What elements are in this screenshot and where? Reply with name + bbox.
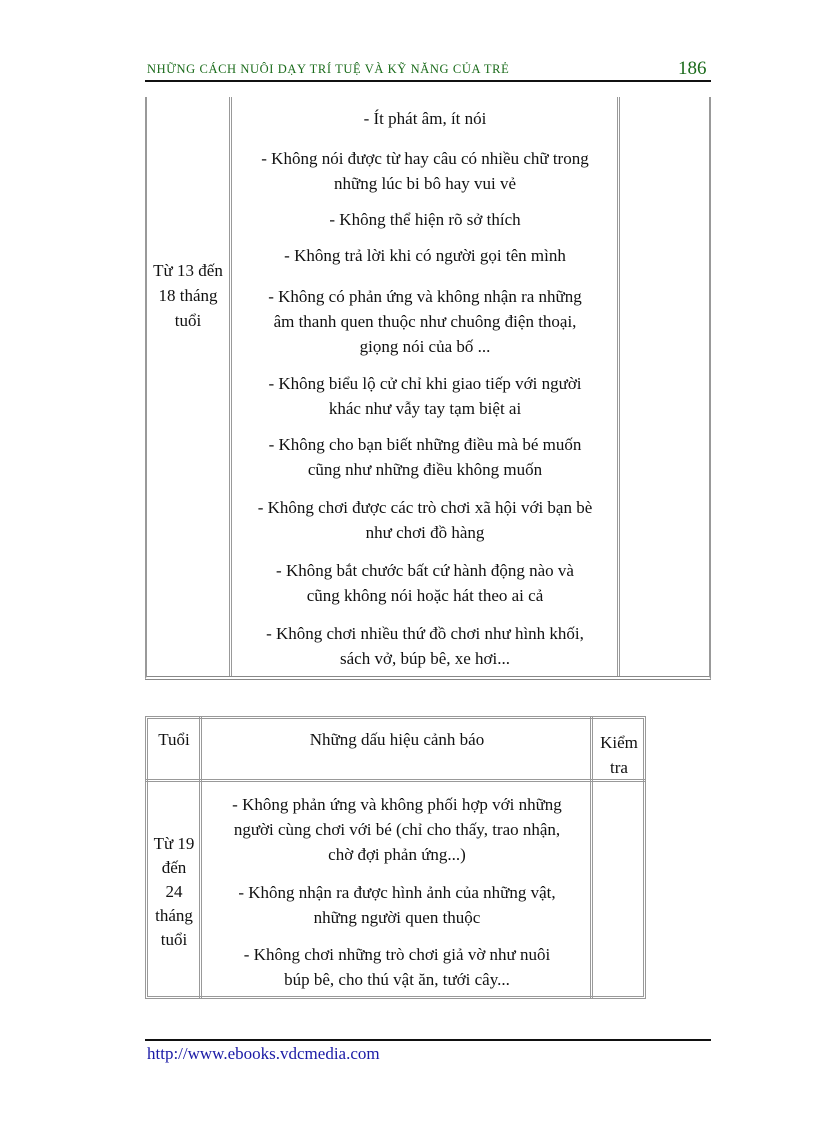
table2-age-cell <box>148 832 200 952</box>
sign-line: - Không biểu lộ cử chỉ khi giao tiếp với người <box>268 374 582 393</box>
age-line: Từ 19 <box>153 834 195 853</box>
age-line: đến <box>161 858 187 877</box>
sign-line: - Không nhận ra được hình ảnh của những vật, <box>238 883 556 902</box>
table1-divider-check <box>617 97 620 676</box>
warning-sign-item <box>233 207 617 232</box>
sign-line: chờ đợi phản ứng...) <box>328 845 466 864</box>
sign-line: cũng không nói hoặc hát theo ai cả <box>306 586 544 605</box>
age-line: tháng <box>155 906 193 925</box>
age-line: 24 <box>165 882 183 901</box>
warning-sign-item <box>233 432 617 482</box>
sign-line: - Không thể hiện rõ sở thích <box>329 210 521 229</box>
table2-header-rule <box>145 779 646 782</box>
page-number: 186 <box>678 58 707 79</box>
footer-rule <box>145 1039 711 1041</box>
sign-line: - Ít phát âm, ít nói <box>363 109 487 128</box>
header-check-line: tra <box>610 758 628 777</box>
warning-sign-item <box>203 792 591 867</box>
sign-line: - Không trả lời khi có người gọi tên mình <box>284 246 566 265</box>
header-check <box>594 730 644 780</box>
sign-line: sách vở, búp bê, xe hơi... <box>340 649 510 668</box>
sign-line: - Không nói được từ hay câu có nhiều chữ trong <box>261 149 589 168</box>
sign-line: như chơi đồ hàng <box>365 523 485 542</box>
sign-line: - Không chơi những trò chơi giả vờ như nuôi <box>243 945 551 964</box>
warning-sign-item <box>233 284 617 359</box>
table1-age-cell <box>147 258 229 333</box>
sign-line: búp bê, cho thú vật ăn, tưới cây... <box>284 970 510 989</box>
warning-sign-item <box>233 621 617 671</box>
warning-sign-item <box>233 146 617 196</box>
age-line: tuổi <box>174 311 202 330</box>
sign-line: - Không cho bạn biết những điều mà bé muốn <box>268 435 582 454</box>
sign-line: - Không có phản ứng và không nhận ra những <box>268 287 582 306</box>
sign-line: - Không phản ứng và không phối hợp với những <box>232 795 562 814</box>
header-rule <box>145 80 711 82</box>
sign-line: những lúc bi bô hay vui vẻ <box>333 174 517 193</box>
header-warning-signs: Những dấu hiệu cảnh báo <box>309 730 485 749</box>
table1-divider-age <box>229 97 232 676</box>
header-check-line: Kiểm <box>600 733 638 752</box>
sign-line: - Không chơi nhiều thứ đồ chơi như hình khối, <box>266 624 584 643</box>
sign-line: người cùng chơi với bé (chỉ cho thấy, trao nhận, <box>233 820 561 839</box>
sign-line: giọng nói của bố ... <box>359 337 491 356</box>
warning-sign-item <box>233 106 617 131</box>
warning-sign-item <box>233 558 617 608</box>
running-header-title: NHỮNG CÁCH NUÔI DẠY TRÍ TUỆ VÀ KỸ NĂNG CỦA TRẺ <box>147 62 510 76</box>
age-line: 18 tháng <box>158 286 218 305</box>
sign-line: âm thanh quen thuộc như chuông điện thoại, <box>273 312 577 331</box>
header-age: Tuổi <box>158 730 190 749</box>
warning-sign-item <box>203 942 591 992</box>
sign-line: những người quen thuộc <box>313 908 481 927</box>
warning-sign-item <box>233 371 617 421</box>
sign-line: - Không bắt chước bất cứ hành động nào và <box>276 561 574 580</box>
footer-link[interactable]: http://www.ebooks.vdcmedia.com <box>147 1044 380 1063</box>
warning-sign-item <box>233 495 617 545</box>
warning-sign-item <box>203 880 591 930</box>
age-line: Từ 13 đến <box>153 261 223 280</box>
sign-line: khác như vẫy tay tạm biệt ai <box>328 399 522 418</box>
sign-line: - Không chơi được các trò chơi xã hội với bạn bè <box>257 498 593 517</box>
sign-line: cũng như những điều không muốn <box>307 460 543 479</box>
age-line: tuổi <box>160 930 188 949</box>
warning-sign-item <box>233 243 617 268</box>
